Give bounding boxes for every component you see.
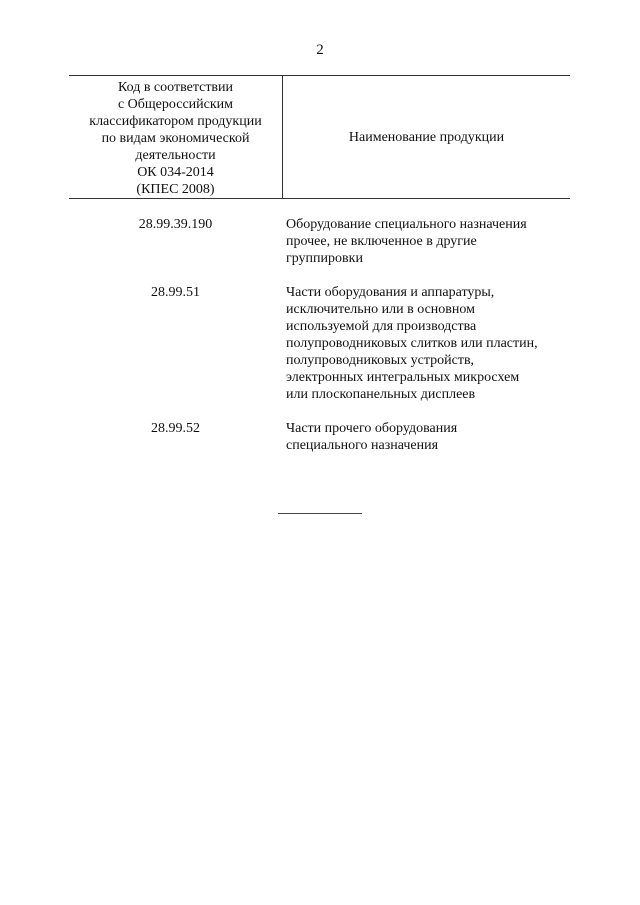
header-name-column <box>283 76 570 198</box>
product-name <box>282 284 570 403</box>
header-code-line: Код в соответствии <box>117 80 234 95</box>
product-name-line: или плоскопанельных дисплеев <box>286 387 476 402</box>
product-name-line: группировки <box>286 251 363 266</box>
table-body <box>69 199 570 454</box>
header-code-column <box>69 79 282 198</box>
product-name-line: специального назначения <box>286 438 439 453</box>
table-header <box>69 75 570 199</box>
product-name-line: прочее, не включенное в другие <box>286 234 477 249</box>
product-name-line: используемой для производства <box>286 319 477 334</box>
product-name-line: исключительно или в основном <box>286 302 475 317</box>
products-table <box>69 75 570 471</box>
product-name-line: Оборудование специального назначения <box>286 217 527 232</box>
header-code-line: классификатором продукции <box>89 114 262 129</box>
header-code-line: ОК 034-2014 <box>137 165 214 180</box>
product-name <box>282 420 570 454</box>
product-code: 28.99.52 <box>151 421 200 436</box>
product-name <box>282 216 570 267</box>
product-name-line: полупроводниковых устройств, <box>286 353 475 368</box>
product-code: 28.99.39.190 <box>138 217 213 232</box>
product-code: 28.99.51 <box>151 285 200 300</box>
header-name-label: Наименование продукции <box>348 129 505 145</box>
product-name-line: Части прочего оборудования <box>286 421 458 436</box>
header-code-line: по видам экономической <box>101 131 250 146</box>
header-code-line: с Общероссийским <box>117 97 234 112</box>
product-name-line: Части оборудования и аппаратуры, <box>286 285 495 300</box>
product-name-line: полупроводниковых слитков или пластин, <box>286 336 538 351</box>
end-of-document-rule <box>278 513 362 514</box>
table-row <box>69 216 570 267</box>
header-code-line: деятельности <box>135 148 216 163</box>
table-row <box>69 420 570 454</box>
page-number: 2 <box>316 42 324 58</box>
product-name-line: электронных интегральных микросхем <box>286 370 520 385</box>
table-row <box>69 284 570 403</box>
header-code-line: (КПЕС 2008) <box>136 182 215 197</box>
